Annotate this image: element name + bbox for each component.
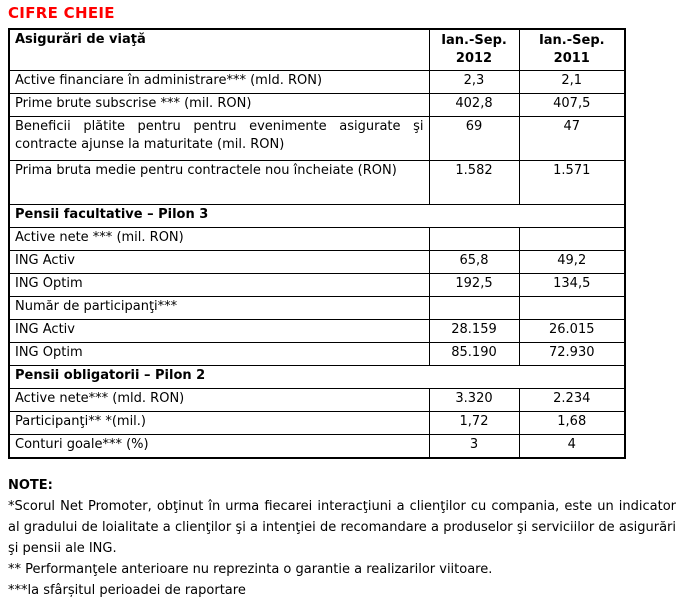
table-row bbox=[9, 389, 625, 412]
page-title: CIFRE CHEIE bbox=[8, 4, 115, 22]
header-period-2011: Ian.-Sep. 2011 bbox=[519, 29, 625, 71]
value-2011: 47 bbox=[519, 117, 625, 161]
value-2011: 49,2 bbox=[519, 251, 625, 274]
value-2012: 192,5 bbox=[429, 274, 519, 297]
table-row bbox=[9, 94, 625, 117]
table-row bbox=[9, 274, 625, 297]
section-row bbox=[9, 205, 625, 228]
row-label: Număr de participanţi*** bbox=[9, 297, 429, 320]
table-row bbox=[9, 343, 625, 366]
notes-heading: NOTE: bbox=[8, 478, 53, 493]
value-2011: 4 bbox=[519, 435, 625, 459]
value-2012: 402,8 bbox=[429, 94, 519, 117]
value-2011 bbox=[519, 228, 625, 251]
table-row bbox=[9, 117, 625, 161]
value-2012: 3 bbox=[429, 435, 519, 459]
value-2012: 3.320 bbox=[429, 389, 519, 412]
note-net-promoter: *Scorul Net Promoter, obţinut în urma fiecarei interacţiuni a clienţilor cu compania, este un indicator al gradului de loialitate a clienţilor şi a intenţiei de recomandare a produselor şi serviciilor de asigurări şi pensii ale ING. bbox=[8, 499, 676, 556]
notes-section bbox=[8, 476, 676, 601]
table-row bbox=[9, 320, 625, 343]
row-label: ING Optim bbox=[9, 274, 429, 297]
value-2011: 2,1 bbox=[519, 71, 625, 94]
table-row bbox=[9, 161, 625, 205]
value-2012: 28.159 bbox=[429, 320, 519, 343]
table-row bbox=[9, 297, 625, 320]
row-label: Beneficii plătite pentru pentru evenimente asigurate şi contracte ajunse la maturitate (mil. RON) bbox=[9, 117, 429, 161]
table-row bbox=[9, 412, 625, 435]
value-2012: 2,3 bbox=[429, 71, 519, 94]
note-reporting-period: ***la sfârșitul perioadei de raportare bbox=[8, 583, 246, 598]
value-2011: 1,68 bbox=[519, 412, 625, 435]
row-label: Conturi goale*** (%) bbox=[9, 435, 429, 459]
value-2012 bbox=[429, 228, 519, 251]
value-2012: 69 bbox=[429, 117, 519, 161]
row-label: Active nete *** (mil. RON) bbox=[9, 228, 429, 251]
header-category: Asigurări de viaţă bbox=[9, 29, 429, 71]
table-header-row bbox=[9, 29, 625, 71]
value-2012: 1.582 bbox=[429, 161, 519, 205]
row-label: Participanţi** *(mil.) bbox=[9, 412, 429, 435]
value-2011: 134,5 bbox=[519, 274, 625, 297]
note-past-performance: ** Performanţele anterioare nu reprezinta o garantie a realizarilor viitoare. bbox=[8, 562, 493, 577]
value-2011: 72.930 bbox=[519, 343, 625, 366]
value-2012: 65,8 bbox=[429, 251, 519, 274]
value-2011: 407,5 bbox=[519, 94, 625, 117]
value-2012: 1,72 bbox=[429, 412, 519, 435]
row-label: ING Activ bbox=[9, 251, 429, 274]
table-row bbox=[9, 435, 625, 459]
value-2011: 2.234 bbox=[519, 389, 625, 412]
table-row bbox=[9, 228, 625, 251]
row-label: Prime brute subscrise *** (mil. RON) bbox=[9, 94, 429, 117]
value-2012 bbox=[429, 297, 519, 320]
row-label: Prima bruta medie pentru contractele nou încheiate (RON) bbox=[9, 161, 429, 205]
table-row bbox=[9, 251, 625, 274]
key-figures-table bbox=[8, 28, 626, 459]
section-label: Pensii facultative – Pilon 3 bbox=[9, 205, 625, 228]
header-period-2012: Ian.-Sep. 2012 bbox=[429, 29, 519, 71]
row-label: ING Activ bbox=[9, 320, 429, 343]
value-2011: 26.015 bbox=[519, 320, 625, 343]
value-2011 bbox=[519, 297, 625, 320]
section-label: Pensii obligatorii – Pilon 2 bbox=[9, 366, 625, 389]
value-2011: 1.571 bbox=[519, 161, 625, 205]
row-label: Active financiare în administrare*** (mld. RON) bbox=[9, 71, 429, 94]
section-row bbox=[9, 366, 625, 389]
table-row bbox=[9, 71, 625, 94]
row-label: ING Optim bbox=[9, 343, 429, 366]
row-label: Active nete*** (mld. RON) bbox=[9, 389, 429, 412]
value-2012: 85.190 bbox=[429, 343, 519, 366]
